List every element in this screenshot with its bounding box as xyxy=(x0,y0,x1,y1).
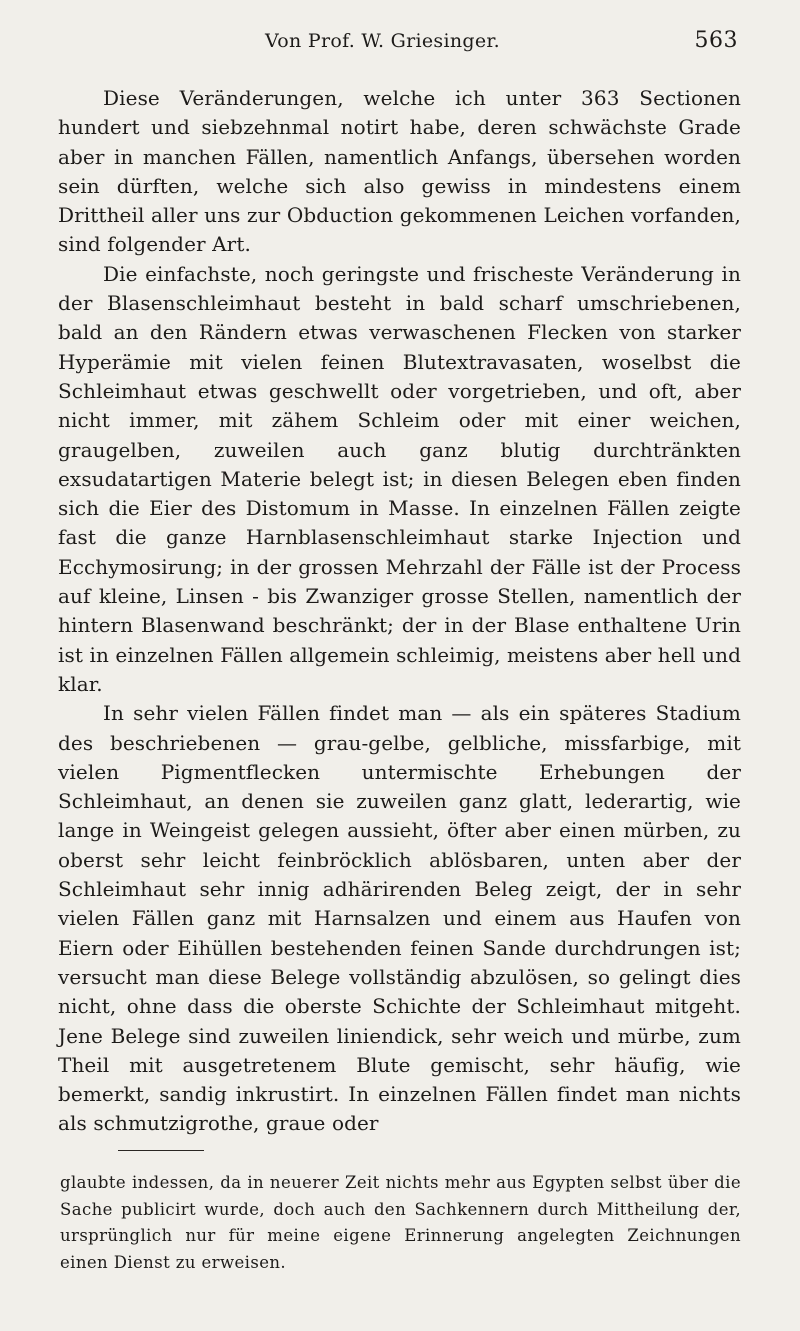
footnote-divider xyxy=(118,1150,204,1151)
page-header xyxy=(60,30,738,60)
footnote-text: glaubte indessen, da in neuerer Zeit nichts mehr aus Egypten selbst über die Sache publicirt wurde, doch auch den Sachkennern durch Mittheilung der, ursprünglich nur für meine eigene Erinnerung angelegten Zeichnungen einen Dienst zu erweisen. xyxy=(60,1173,741,1272)
paragraph-1: Diese Veränderungen, welche ich unter 363 Sectionen hundert und siebzehnmal notirt habe, deren schwächste Grade aber in manchen Fällen, namentlich Anfangs, übersehen worden sein dürften, welche sich also gewiss in mindestens einem Drittheil aller uns zur Obduction gekommenen Leichen vorfanden, sind folgender Art. xyxy=(58,86,741,257)
paragraph-2: Die einfachste, noch geringste und frischeste Veränderung in der Blasenschleimhaut besteht in bald scharf umschriebenen, bald an den Rändern etwas verwaschenen Flecken von starker Hyperämie mit vielen feinen Blutextravasaten, woselbst die Schleimhaut etwas geschwellt oder vorgetrieben, und oft, aber nicht immer, mit zähem Schleim oder mit einer weichen, graugelben, zuweilen auch ganz blutig durchtränkten exsudatartigen Materie belegt ist; in diesen Belegen eben finden sich die Eier des Distomum in Masse. In einzelnen Fällen zeigte fast die ganze Harnblasenschleimhaut starke Injection und Ecchymosirung; in der grossen Mehrzahl der Fälle ist der Process auf kleine, Linsen - bis Zwanziger grosse Stellen, namentlich der hintern Blasenwand beschränkt; der in der Blase enthaltene Urin ist in einzelnen Fällen allgemein schleimig, meistens aber hell und klar. xyxy=(58,261,741,696)
page-number: 563 xyxy=(694,28,738,53)
footnote xyxy=(60,1170,741,1276)
running-head: Von Prof. W. Griesinger. xyxy=(265,30,501,52)
paragraph-3: In sehr vielen Fällen findet man — als ein späteres Stadium des beschriebenen — grau-gelbe, gelbliche, missfarbige, mit vielen Pigmentflecken untermischte Erhebungen der Schleimhaut, an denen sie zuweilen ganz glatt, lederartig, wie lange in Weingeist gelegen aussieht, öfter aber einen mürben, zu oberst sehr leicht feinbröcklich ablösbaren, unten aber der Schleimhaut sehr innig adhärirenden Beleg zeigt, der in sehr vielen Fällen ganz mit Harnsalzen und einem aus Haufen von Eiern oder Eihüllen bestehenden feinen Sande durchdrungen ist; versucht man diese Belege vollständig abzulösen, so gelingt dies nicht, ohne dass die oberste Schichte der Schleimhaut mitgeht. Jene Belege sind zuweilen liniendick, sehr weich und mürbe, zum Theil mit ausgetretenem Blute gemischt, sehr häufig, wie bemerkt, sandig inkrustirt. In einzelnen Fällen findet man nichts als schmutzigrothe, graue oder xyxy=(58,701,741,1136)
body-text xyxy=(58,84,741,1139)
